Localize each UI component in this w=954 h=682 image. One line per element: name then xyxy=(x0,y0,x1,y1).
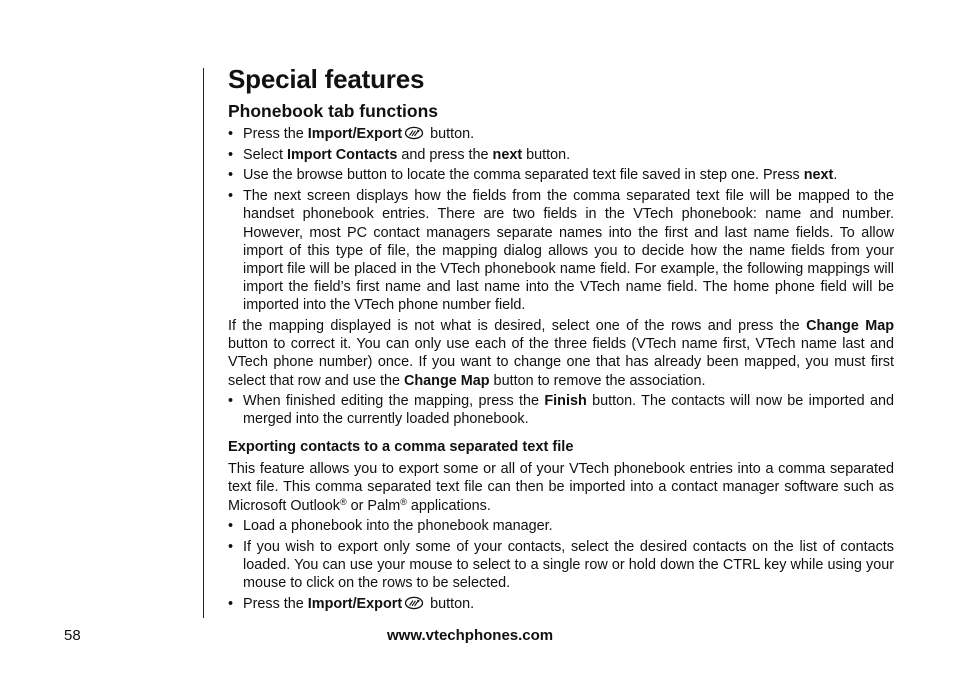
list-item: • Press the Import/Export button. xyxy=(228,125,894,143)
list-item: • Load a phonebook into the phonebook manager. xyxy=(228,517,894,535)
import-export-label: Import/Export xyxy=(307,126,403,142)
finish-list xyxy=(228,392,894,428)
import-steps-list xyxy=(228,125,894,315)
page-number: 58 xyxy=(64,627,81,644)
list-item: • Use the browse button to locate the comma separated text file saved in step one. Press next. xyxy=(228,166,894,184)
page-title: Special features xyxy=(228,64,425,94)
margin-rule xyxy=(203,68,204,618)
page-content xyxy=(228,62,894,615)
import-export-icon xyxy=(404,126,424,140)
export-steps-list xyxy=(228,517,894,613)
registered-mark: ® xyxy=(400,496,407,507)
list-item: • The next screen displays how the fields from the comma separated text file will be mapped to the handset phonebook entries. There are two fields in the VTech phonebook: name and number. However, most PC contact managers separate names into the first and last name fields. To allow import of this type of file, the mapping dialog allows you to decide how the name fields from your import file will be placed in the VTech phonebook name field. For example, the following mappings will import the field’s first name and last name into the VTech name field. The home phone field will be imported into the VTech phone number field. xyxy=(228,187,894,314)
import-export-icon xyxy=(404,596,424,610)
section-title: Phonebook tab functions xyxy=(228,101,438,121)
export-paragraph: This feature allows you to export some or all of your VTech phonebook entries into a comma separated text file. This comma separated text file can then be imported into a contact manager software such as Microsoft Outlook® or Palm® applications. xyxy=(228,461,894,514)
list-item: • When finished editing the mapping, press the Finish button. The contacts will now be imported and merged into the currently loaded phonebook. xyxy=(228,392,894,428)
export-heading: Exporting contacts to a comma separated text file xyxy=(228,439,574,456)
list-item: • If you wish to export only some of your contacts, select the desired contacts on the list of contacts loaded. You can use your mouse to select to a single row or hold down the CTRL key while using your mouse to click on the rows to be selected. xyxy=(228,538,894,593)
import-export-label: Import/Export xyxy=(307,595,403,612)
list-item: • Press the Import/Export button. xyxy=(228,595,894,613)
footer-url: www.vtechphones.com xyxy=(387,627,554,644)
list-item: • Select Import Contacts and press the next button. xyxy=(228,146,894,164)
registered-mark: ® xyxy=(339,496,347,507)
mapping-paragraph: If the mapping displayed is not what is desired, select one of the rows and press the Change Map button to correct it. You can only use each of the three fields (VTech name first, VTech name last and VTech phone number) once. If you want to change one that has already been mapped, you must first select that row and use the Change Map button to remove the association. xyxy=(228,318,894,389)
